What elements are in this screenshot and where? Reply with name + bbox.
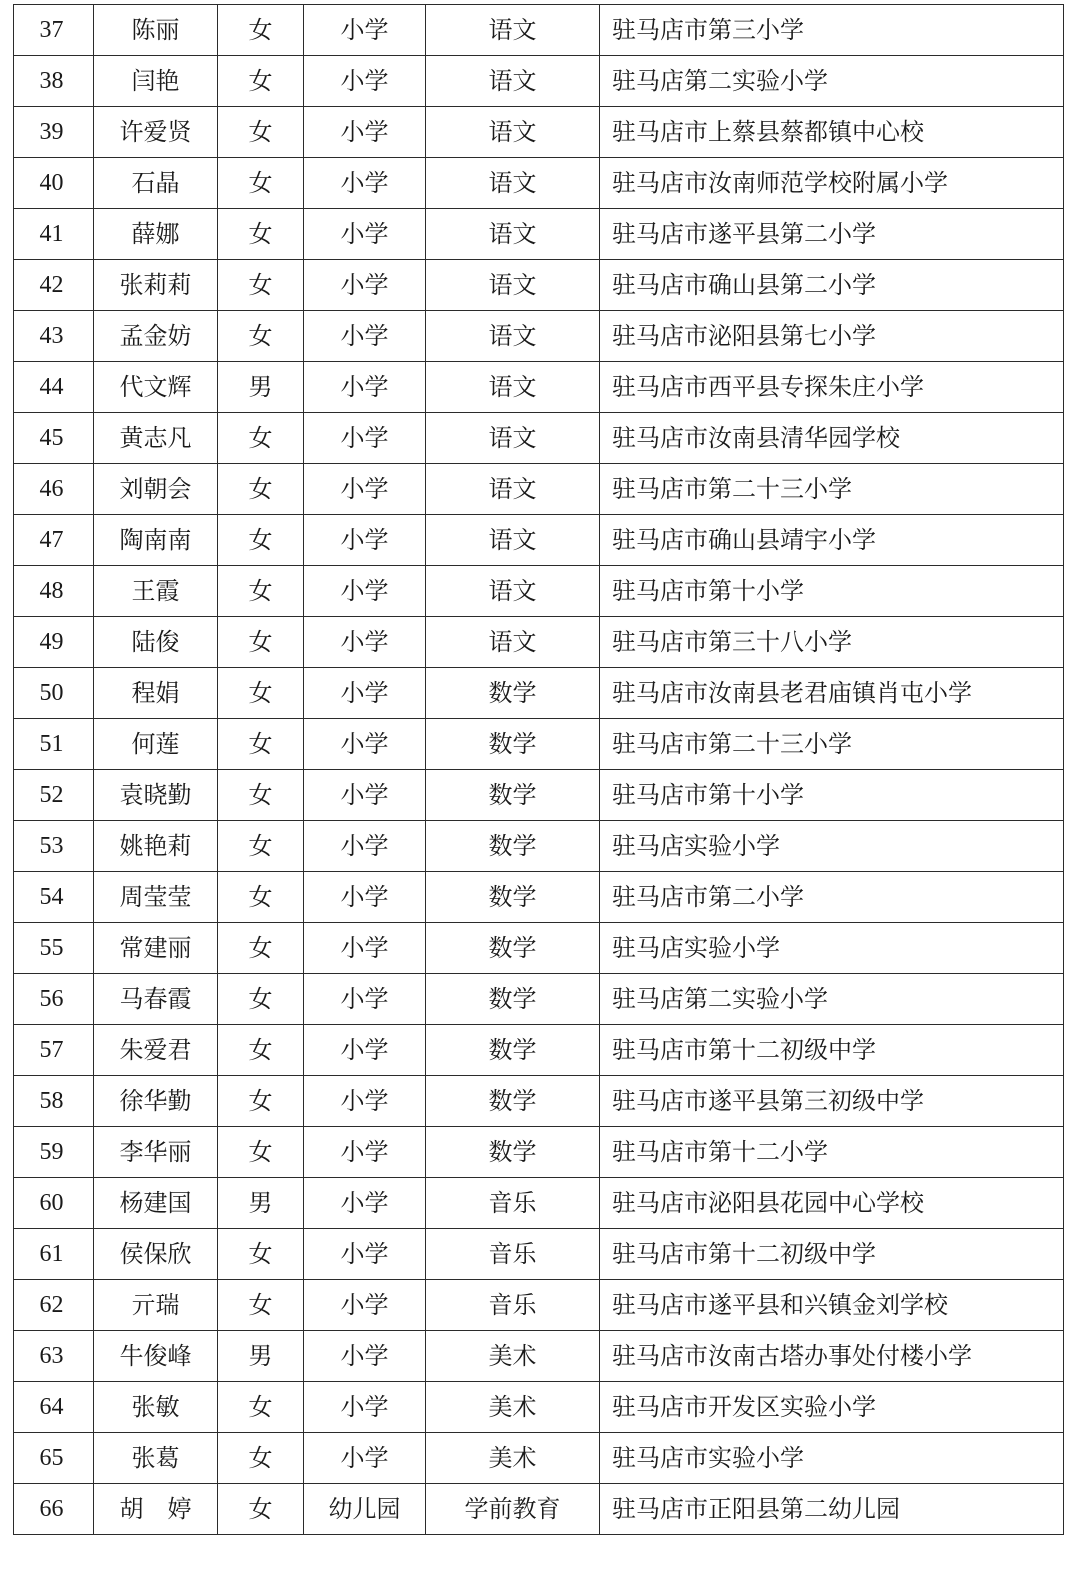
gender-cell: 女 [218,1229,304,1280]
row-number-cell: 58 [14,1076,94,1127]
school-level-cell: 小学 [304,1331,426,1382]
subject-cell: 数学 [426,872,600,923]
subject-cell: 美术 [426,1331,600,1382]
school-name-cell: 驻马店市第二十三小学 [600,719,1064,770]
gender-cell: 女 [218,872,304,923]
teacher-name-cell: 徐华勤 [94,1076,218,1127]
school-name-cell: 驻马店市遂平县和兴镇金刘学校 [600,1280,1064,1331]
school-name-cell: 驻马店市开发区实验小学 [600,1382,1064,1433]
row-number-cell: 51 [14,719,94,770]
subject-cell: 语文 [426,311,600,362]
school-level-cell: 小学 [304,56,426,107]
row-number-cell: 59 [14,1127,94,1178]
teacher-name-cell: 薛娜 [94,209,218,260]
teacher-name-cell: 张莉莉 [94,260,218,311]
teacher-name-cell: 陆俊 [94,617,218,668]
gender-cell: 女 [218,668,304,719]
school-name-cell: 驻马店市第十二初级中学 [600,1025,1064,1076]
row-number-cell: 45 [14,413,94,464]
teacher-roster-table [13,4,1064,1535]
school-level-cell: 小学 [304,1382,426,1433]
row-number-cell: 66 [14,1484,94,1535]
school-level-cell: 小学 [304,770,426,821]
table-row [14,1382,1064,1433]
row-number-cell: 42 [14,260,94,311]
school-name-cell: 驻马店市第三小学 [600,5,1064,56]
school-name-cell: 驻马店市第十小学 [600,566,1064,617]
subject-cell: 美术 [426,1382,600,1433]
table-row [14,1025,1064,1076]
table-row [14,821,1064,872]
gender-cell: 女 [218,1280,304,1331]
subject-cell: 语文 [426,566,600,617]
row-number-cell: 40 [14,158,94,209]
gender-cell: 女 [218,515,304,566]
school-name-cell: 驻马店市汝南县清华园学校 [600,413,1064,464]
table-row [14,974,1064,1025]
table-row [14,1127,1064,1178]
school-level-cell: 小学 [304,617,426,668]
table-row [14,107,1064,158]
school-level-cell: 小学 [304,1025,426,1076]
gender-cell: 女 [218,1382,304,1433]
school-level-cell: 小学 [304,923,426,974]
gender-cell: 女 [218,5,304,56]
school-name-cell: 驻马店实验小学 [600,821,1064,872]
teacher-name-cell: 何莲 [94,719,218,770]
school-level-cell: 小学 [304,413,426,464]
teacher-name-cell: 闫艳 [94,56,218,107]
table-row [14,260,1064,311]
school-name-cell: 驻马店第二实验小学 [600,56,1064,107]
school-name-cell: 驻马店市第十小学 [600,770,1064,821]
row-number-cell: 46 [14,464,94,515]
school-name-cell: 驻马店市汝南师范学校附属小学 [600,158,1064,209]
table-row [14,413,1064,464]
subject-cell: 美术 [426,1433,600,1484]
school-name-cell: 驻马店市正阳县第二幼儿园 [600,1484,1064,1535]
gender-cell: 女 [218,566,304,617]
teacher-name-cell: 代文辉 [94,362,218,413]
table-row [14,515,1064,566]
teacher-name-cell: 胡 婷 [94,1484,218,1535]
subject-cell: 语文 [426,260,600,311]
teacher-name-cell: 马春霞 [94,974,218,1025]
gender-cell: 女 [218,413,304,464]
gender-cell: 女 [218,464,304,515]
subject-cell: 数学 [426,719,600,770]
subject-cell: 语文 [426,5,600,56]
teacher-name-cell: 袁晓勤 [94,770,218,821]
row-number-cell: 54 [14,872,94,923]
gender-cell: 男 [218,362,304,413]
school-name-cell: 驻马店市西平县专探朱庄小学 [600,362,1064,413]
table-row [14,1331,1064,1382]
subject-cell: 数学 [426,1076,600,1127]
teacher-name-cell: 朱爱君 [94,1025,218,1076]
row-number-cell: 48 [14,566,94,617]
row-number-cell: 60 [14,1178,94,1229]
subject-cell: 语文 [426,617,600,668]
table-row [14,719,1064,770]
subject-cell: 音乐 [426,1229,600,1280]
teacher-name-cell: 侯保欣 [94,1229,218,1280]
teacher-name-cell: 姚艳莉 [94,821,218,872]
gender-cell: 女 [218,1433,304,1484]
subject-cell: 语文 [426,56,600,107]
table-row [14,1229,1064,1280]
gender-cell: 女 [218,617,304,668]
gender-cell: 女 [218,1127,304,1178]
teacher-name-cell: 刘朝会 [94,464,218,515]
school-level-cell: 小学 [304,1178,426,1229]
teacher-name-cell: 孟金妨 [94,311,218,362]
teacher-name-cell: 杨建国 [94,1178,218,1229]
school-level-cell: 小学 [304,1127,426,1178]
school-name-cell: 驻马店市确山县靖宇小学 [600,515,1064,566]
teacher-name-cell: 牛俊峰 [94,1331,218,1382]
school-level-cell: 小学 [304,821,426,872]
school-level-cell: 小学 [304,107,426,158]
row-number-cell: 49 [14,617,94,668]
table-row [14,1076,1064,1127]
school-level-cell: 小学 [304,5,426,56]
gender-cell: 女 [218,1076,304,1127]
school-level-cell: 小学 [304,872,426,923]
school-name-cell: 驻马店市汝南县老君庙镇肖屯小学 [600,668,1064,719]
teacher-name-cell: 张敏 [94,1382,218,1433]
gender-cell: 男 [218,1331,304,1382]
subject-cell: 语文 [426,413,600,464]
school-name-cell: 驻马店市第十二初级中学 [600,1229,1064,1280]
teacher-name-cell: 黄志凡 [94,413,218,464]
row-number-cell: 55 [14,923,94,974]
subject-cell: 语文 [426,107,600,158]
gender-cell: 男 [218,1178,304,1229]
school-level-cell: 小学 [304,311,426,362]
school-name-cell: 驻马店市第二小学 [600,872,1064,923]
row-number-cell: 61 [14,1229,94,1280]
table-row [14,770,1064,821]
school-level-cell: 小学 [304,362,426,413]
gender-cell: 女 [218,1025,304,1076]
subject-cell: 学前教育 [426,1484,600,1535]
row-number-cell: 37 [14,5,94,56]
row-number-cell: 63 [14,1331,94,1382]
school-name-cell: 驻马店实验小学 [600,923,1064,974]
teacher-name-cell: 陶南南 [94,515,218,566]
row-number-cell: 43 [14,311,94,362]
school-name-cell: 驻马店市遂平县第二小学 [600,209,1064,260]
school-name-cell: 驻马店市上蔡县蔡都镇中心校 [600,107,1064,158]
teacher-name-cell: 许爱贤 [94,107,218,158]
gender-cell: 女 [218,209,304,260]
school-name-cell: 驻马店市确山县第二小学 [600,260,1064,311]
row-number-cell: 62 [14,1280,94,1331]
subject-cell: 音乐 [426,1178,600,1229]
school-name-cell: 驻马店市泌阳县花园中心学校 [600,1178,1064,1229]
school-name-cell: 驻马店市第三十八小学 [600,617,1064,668]
teacher-name-cell: 周莹莹 [94,872,218,923]
gender-cell: 女 [218,770,304,821]
row-number-cell: 64 [14,1382,94,1433]
gender-cell: 女 [218,821,304,872]
subject-cell: 语文 [426,158,600,209]
school-level-cell: 小学 [304,1433,426,1484]
subject-cell: 语文 [426,515,600,566]
school-level-cell: 小学 [304,158,426,209]
subject-cell: 数学 [426,974,600,1025]
row-number-cell: 50 [14,668,94,719]
gender-cell: 女 [218,158,304,209]
row-number-cell: 41 [14,209,94,260]
row-number-cell: 39 [14,107,94,158]
table-row [14,158,1064,209]
gender-cell: 女 [218,56,304,107]
gender-cell: 女 [218,974,304,1025]
teacher-name-cell: 张葛 [94,1433,218,1484]
subject-cell: 数学 [426,770,600,821]
table-body [14,5,1064,1535]
subject-cell: 数学 [426,1025,600,1076]
document-page [13,4,1063,1535]
subject-cell: 数学 [426,1127,600,1178]
gender-cell: 女 [218,311,304,362]
row-number-cell: 65 [14,1433,94,1484]
subject-cell: 语文 [426,362,600,413]
table-row [14,1433,1064,1484]
row-number-cell: 47 [14,515,94,566]
gender-cell: 女 [218,1484,304,1535]
table-row [14,1484,1064,1535]
table-row [14,923,1064,974]
teacher-name-cell: 石晶 [94,158,218,209]
table-row [14,311,1064,362]
table-row [14,56,1064,107]
school-level-cell: 小学 [304,719,426,770]
table-row [14,1178,1064,1229]
school-level-cell: 小学 [304,1076,426,1127]
table-row [14,566,1064,617]
school-level-cell: 小学 [304,1280,426,1331]
school-level-cell: 小学 [304,974,426,1025]
row-number-cell: 53 [14,821,94,872]
school-level-cell: 幼儿园 [304,1484,426,1535]
table-row [14,617,1064,668]
table-row [14,668,1064,719]
table-row [14,464,1064,515]
school-level-cell: 小学 [304,668,426,719]
school-name-cell: 驻马店市遂平县第三初级中学 [600,1076,1064,1127]
school-level-cell: 小学 [304,566,426,617]
school-level-cell: 小学 [304,1229,426,1280]
table-row [14,872,1064,923]
subject-cell: 语文 [426,464,600,515]
subject-cell: 数学 [426,923,600,974]
teacher-name-cell: 亓瑞 [94,1280,218,1331]
row-number-cell: 44 [14,362,94,413]
table-row [14,1280,1064,1331]
school-name-cell: 驻马店市实验小学 [600,1433,1064,1484]
school-name-cell: 驻马店市汝南古塔办事处付楼小学 [600,1331,1064,1382]
school-level-cell: 小学 [304,209,426,260]
school-level-cell: 小学 [304,515,426,566]
teacher-name-cell: 程娟 [94,668,218,719]
gender-cell: 女 [218,107,304,158]
school-name-cell: 驻马店市第二十三小学 [600,464,1064,515]
teacher-name-cell: 王霞 [94,566,218,617]
row-number-cell: 57 [14,1025,94,1076]
school-level-cell: 小学 [304,464,426,515]
table-row [14,5,1064,56]
table-row [14,209,1064,260]
teacher-name-cell: 陈丽 [94,5,218,56]
school-name-cell: 驻马店市第十二小学 [600,1127,1064,1178]
row-number-cell: 52 [14,770,94,821]
gender-cell: 女 [218,260,304,311]
school-name-cell: 驻马店市泌阳县第七小学 [600,311,1064,362]
teacher-name-cell: 常建丽 [94,923,218,974]
row-number-cell: 56 [14,974,94,1025]
subject-cell: 数学 [426,821,600,872]
school-name-cell: 驻马店第二实验小学 [600,974,1064,1025]
gender-cell: 女 [218,923,304,974]
subject-cell: 数学 [426,668,600,719]
school-level-cell: 小学 [304,260,426,311]
subject-cell: 音乐 [426,1280,600,1331]
gender-cell: 女 [218,719,304,770]
row-number-cell: 38 [14,56,94,107]
teacher-name-cell: 李华丽 [94,1127,218,1178]
subject-cell: 语文 [426,209,600,260]
table-row [14,362,1064,413]
